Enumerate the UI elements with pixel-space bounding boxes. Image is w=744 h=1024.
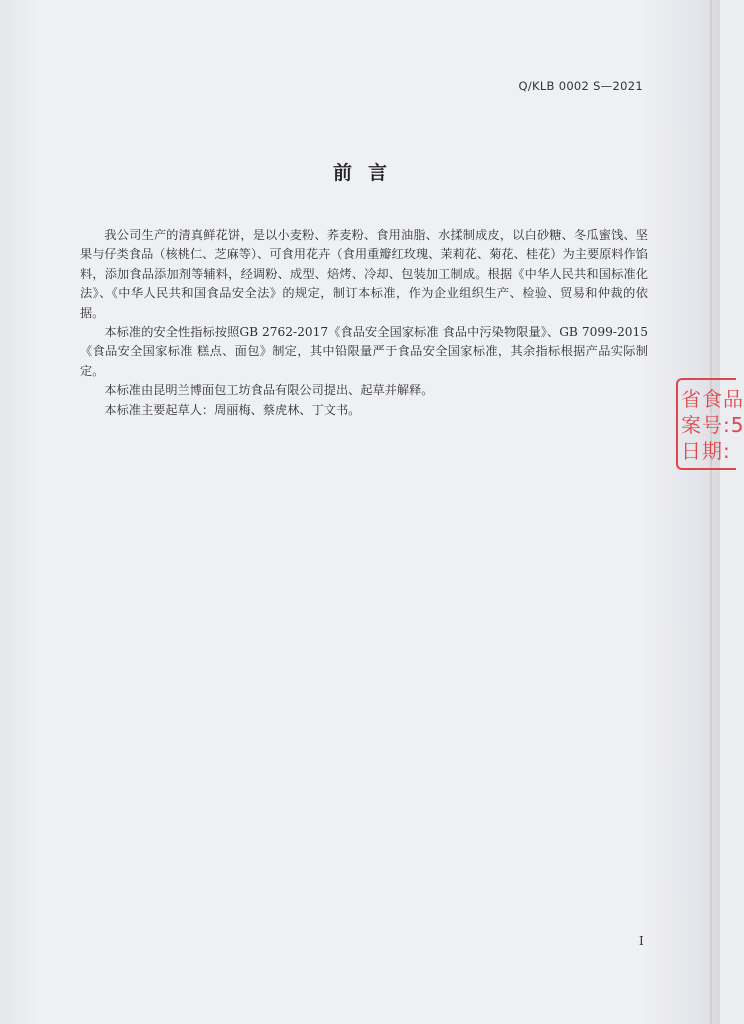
filing-stamp — [676, 378, 744, 470]
paragraph-safety-indicators: 本标准的安全性指标按照GB 2762-2017《食品安全国家标准 食品中污染物限量》、GB 7099-2015《食品安全国家标准 糕点、面包》制定，其中铅限量严于食品安全国家标准，其余指标根据产品实际制定。 — [80, 325, 648, 378]
page-title: 前言 — [332, 162, 403, 184]
paragraph-proposer: 本标准由昆明兰博面包工坊食品有限公司提出、起草并解释。 — [104, 383, 434, 398]
paragraph-product-description: 我公司生产的清真鲜花饼，是以小麦粉、荞麦粉、食用油脂、水揉制成皮，以白砂糖、冬瓜蜜饯、坚果与仔类食品（核桃仁、芝麻等）、可食用花卉（食用重瓣红玫瑰、茉莉花、菊花、桂花）为主要原料作馅料，添加食品添加剂等辅料，经调粉、成型、焙烤、冷却、包装加工制成。根据《中华人民共和国标准化法》、《中华人民共和国食品安全法》的规定，制订本标准，作为企业组织生产、检验、贸易和仲裁的依据。 — [80, 228, 648, 320]
stamp-line-3: 日期: — [681, 439, 731, 463]
document-code: Q/KLB 0002 S—2021 — [518, 79, 643, 93]
scan-edge-line — [710, 0, 712, 1024]
stamp-line-2: 案号:5 — [681, 413, 744, 437]
page-number: I — [639, 934, 644, 948]
foreword-body — [80, 226, 648, 420]
stamp-line-1: 省食品 — [681, 387, 744, 411]
paragraph-drafters: 本标准主要起草人：周丽梅、蔡虎林、丁文书。 — [104, 402, 361, 417]
